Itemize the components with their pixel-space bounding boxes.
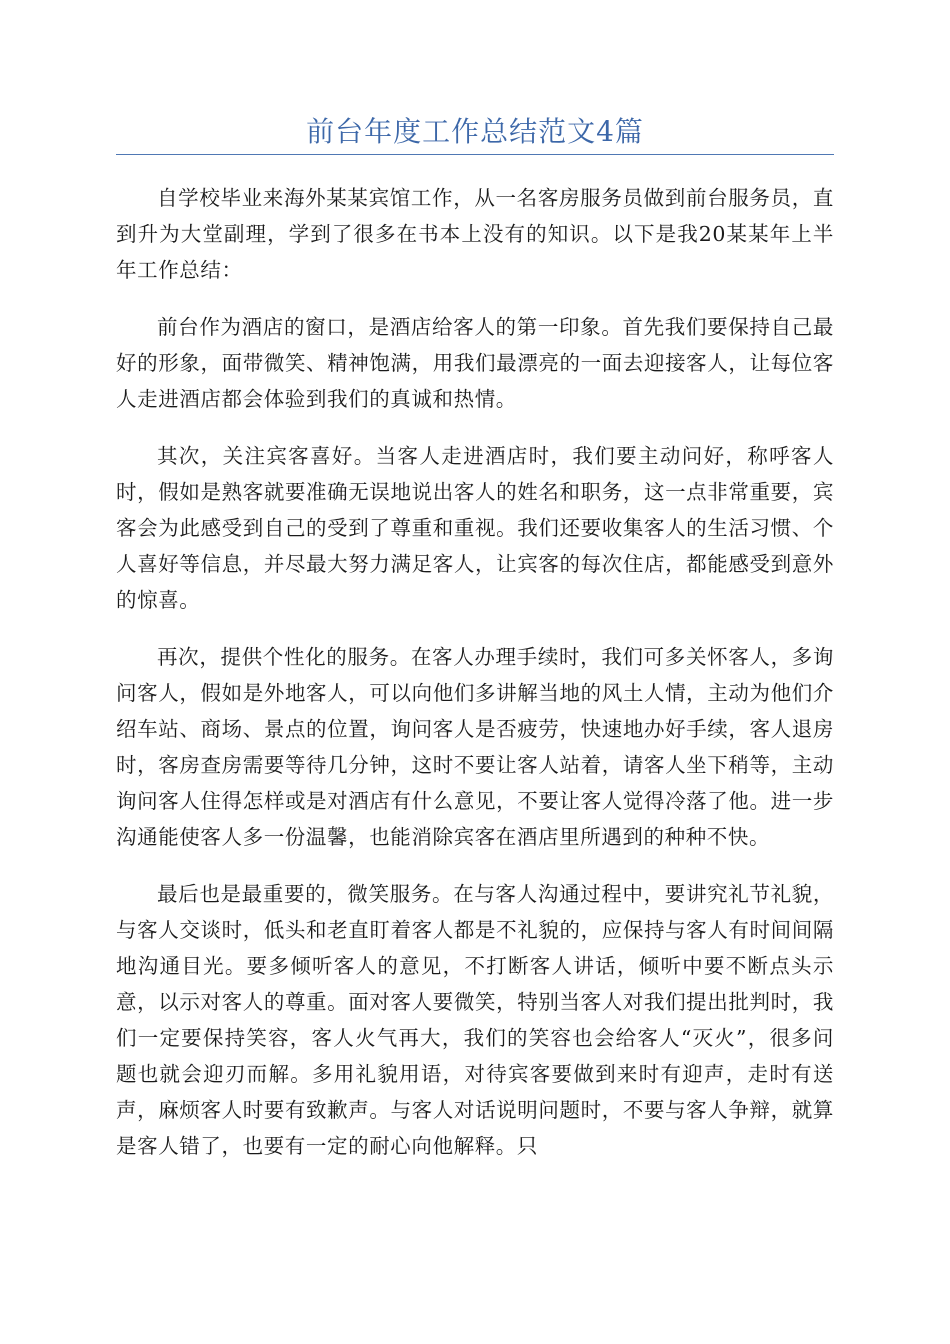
document-page — [116, 112, 834, 1185]
document-body — [116, 180, 834, 1164]
paragraph-first-impression: 前台作为酒店的窗口，是酒店给客人的第一印象。首先我们要保持自己最好的形象，面带微笑、精神饱满，用我们最漂亮的一面去迎接客人，让每位客人走进酒店都会体验到我们的真诚和热情。 — [116, 315, 834, 411]
document-title: 前台年度工作总结范文4篇 — [116, 112, 834, 155]
paragraph-personalized-service: 再次，提供个性化的服务。在客人办理手续时，我们可多关怀客人，多询问客人，假如是外地客人，可以向他们多讲解当地的风土人情，主动为他们介绍车站、商场、景点的位置，询问客人是否疲劳，快速地办好手续，客人退房时，客房查房需要等待几分钟，这时不要让客人站着，请客人坐下稍等，主动询问客人住得怎样或是对酒店有什么意见，不要让客人觉得冷落了他。进一步沟通能使客人多一份温馨，也能消除宾客在酒店里所遇到的种种不快。 — [116, 645, 834, 849]
paragraph-guest-preferences: 其次，关注宾客喜好。当客人走进酒店时，我们要主动问好，称呼客人时，假如是熟客就要准确无误地说出客人的姓名和职务，这一点非常重要，宾客会为此感受到自己的受到了尊重和重视。我们还要收集客人的生活习惯、个人喜好等信息，并尽最大努力满足客人，让宾客的每次住店，都能感受到意外的惊喜。 — [116, 444, 834, 612]
paragraph-intro: 自学校毕业来海外某某宾馆工作，从一名客房服务员做到前台服务员，直到升为大堂副理，学到了很多在书本上没有的知识。以下是我20某某年上半年工作总结： — [116, 186, 834, 282]
paragraph-smile-service: 最后也是最重要的，微笑服务。在与客人沟通过程中，要讲究礼节礼貌，与客人交谈时，低头和老直盯着客人都是不礼貌的，应保持与客人有时间间隔地沟通目光。要多倾听客人的意见，不打断客人讲话，倾听中要不断点头示意，以示对客人的尊重。面对客人要微笑，特别当客人对我们提出批判时，我们一定要保持笑容，客人火气再大，我们的笑容也会给客人“灭火”，很多问题也就会迎刃而解。多用礼貌用语，对待宾客要做到来时有迎声，走时有送声，麻烦客人时要有致歉声。与客人对话说明问题时，不要与客人争辩，就算是客人错了，也要有一定的耐心向他解释。只 — [116, 882, 834, 1158]
